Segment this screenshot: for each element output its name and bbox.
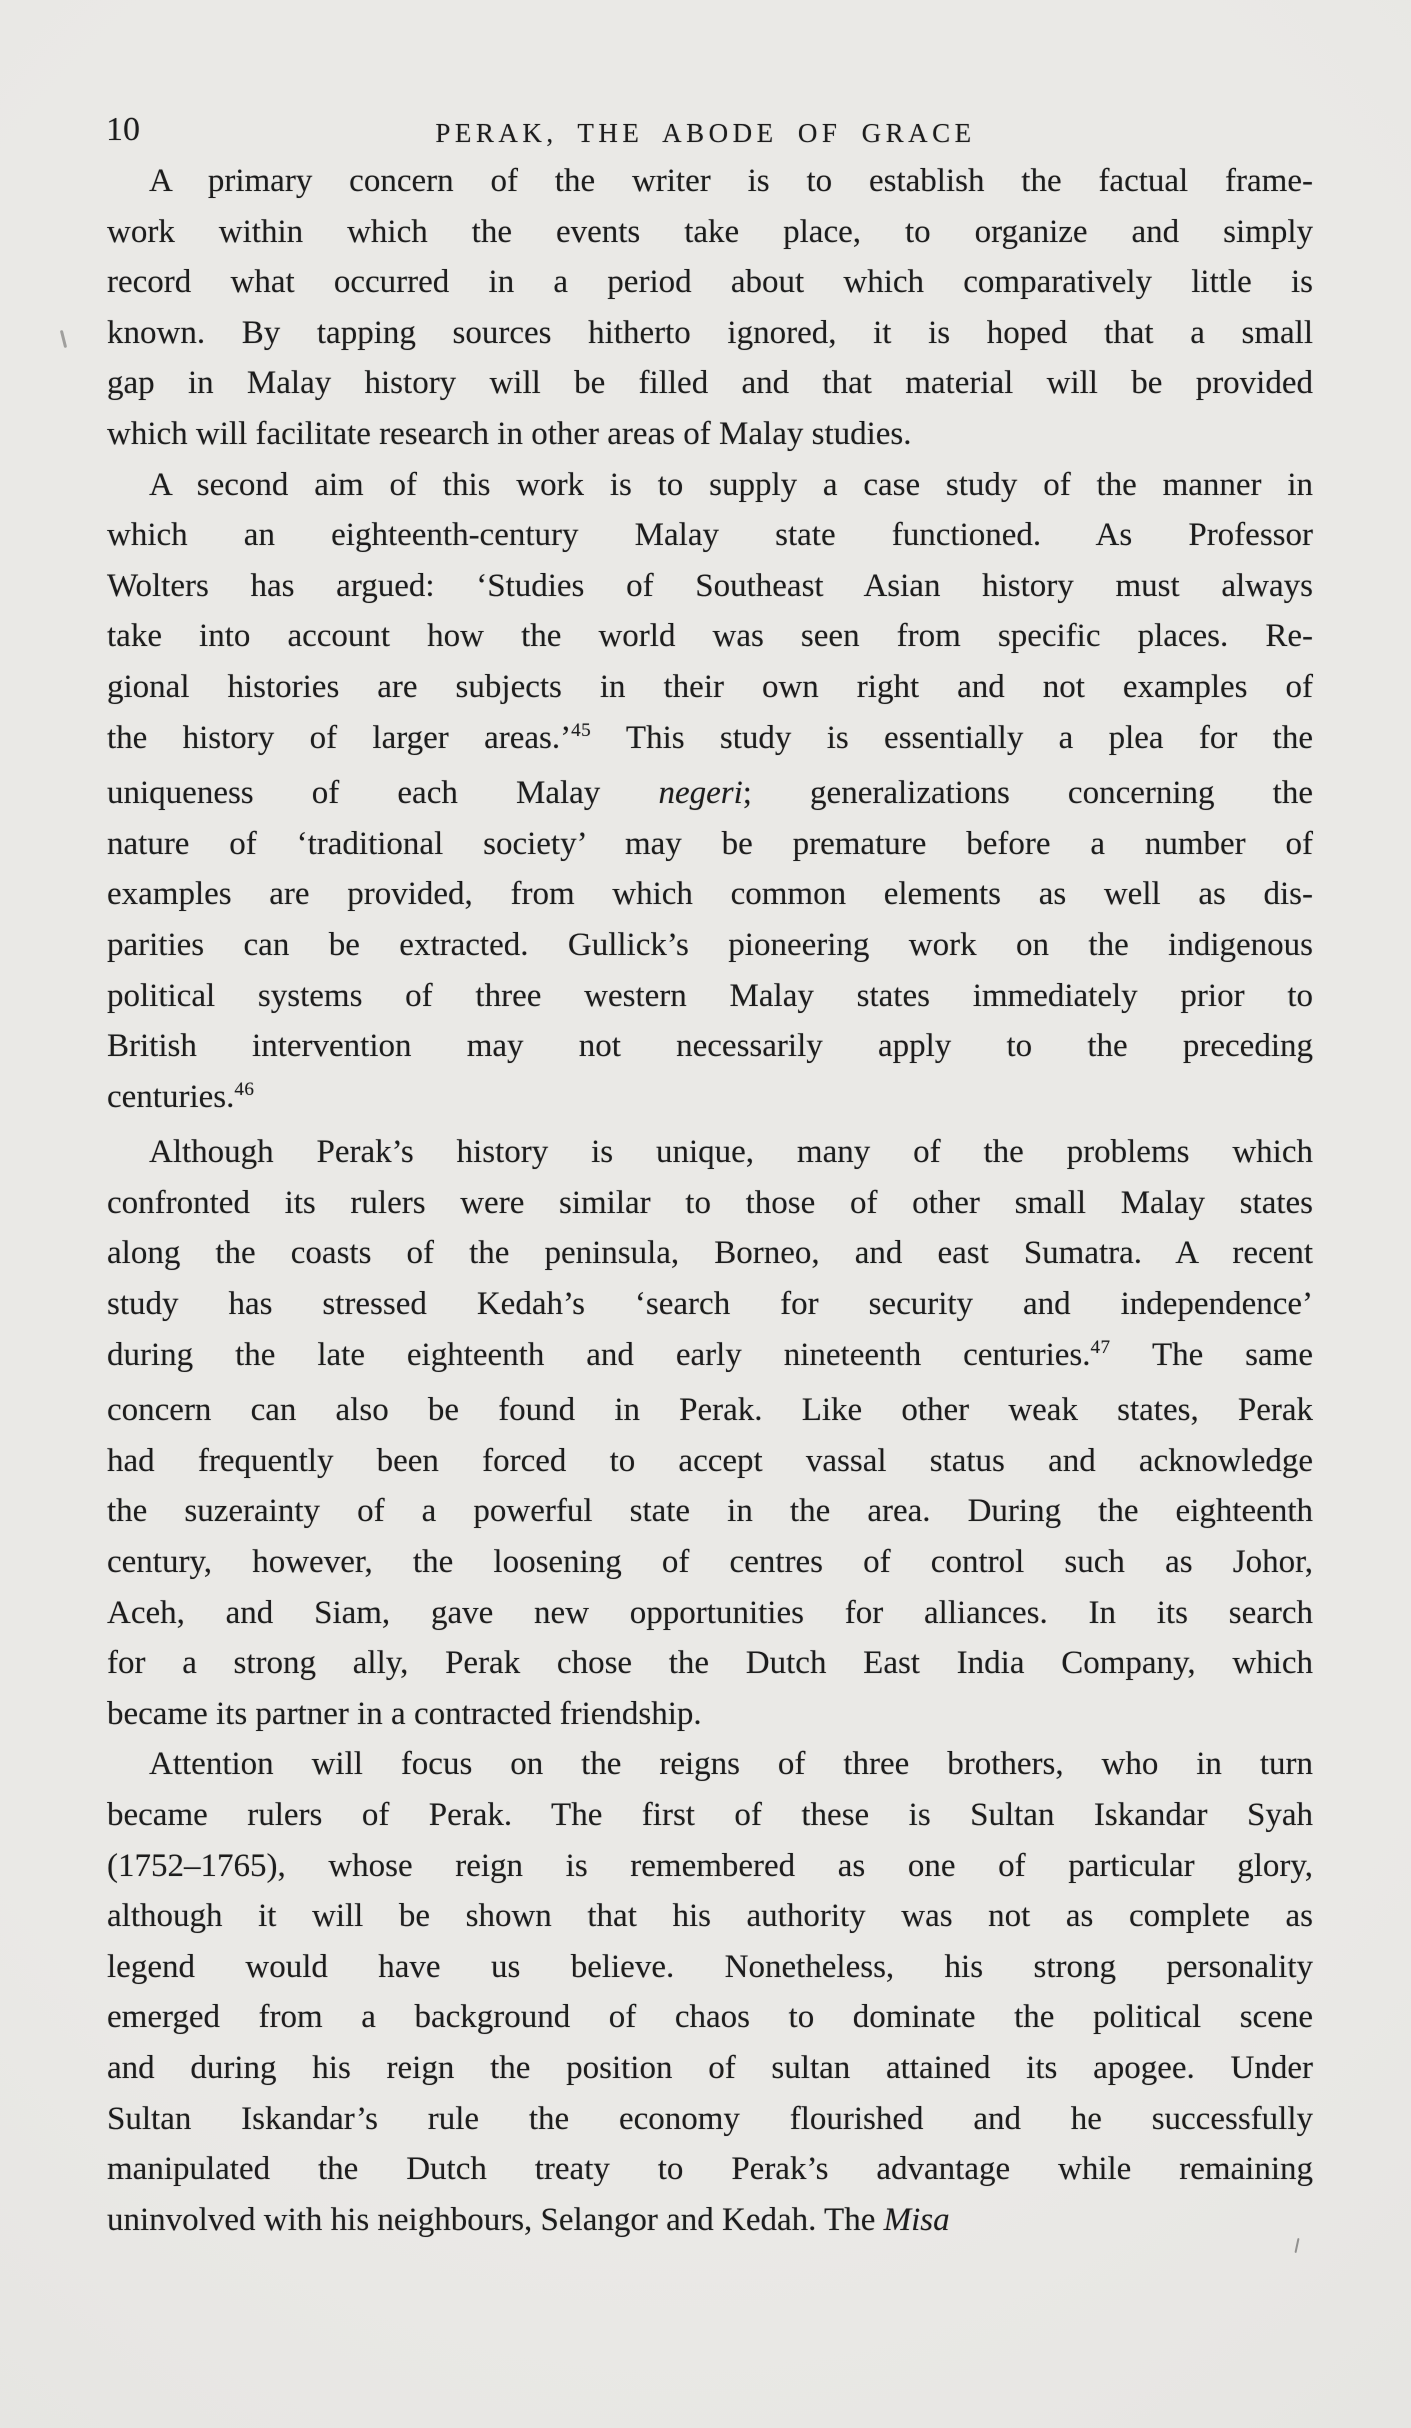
text-line bbox=[107, 869, 1313, 920]
italic-text: Misa bbox=[883, 2201, 950, 2238]
paragraph bbox=[107, 1127, 1313, 1739]
text-run: (1752–1765), whose reign is remembered as one of particular glory, bbox=[107, 1847, 1313, 1884]
text-run: examples are provided, from which common elements as well as dis- bbox=[107, 876, 1313, 913]
footnote-ref: 47 bbox=[1090, 1336, 1111, 1358]
text-line bbox=[107, 2043, 1313, 2094]
text-run: Aceh, and Siam, gave new opportunities for alliances. In its search bbox=[107, 1594, 1313, 1631]
text-line bbox=[107, 1279, 1313, 1330]
text-run: although it will be shown that his authority was not as complete as bbox=[107, 1898, 1313, 1935]
text-run: Sultan Iskandar’s rule the economy flourished and he successfully bbox=[107, 2100, 1313, 2137]
text-run: take into account how the world was seen from specific places. Re- bbox=[107, 618, 1313, 655]
text-run: The same bbox=[1110, 1336, 1313, 1373]
text-run: gap in Malay history will be filled and that material will be provided bbox=[107, 365, 1313, 402]
text-run: Attention will focus on the reigns of three brothers, who in turn bbox=[149, 1746, 1313, 1783]
text-run: known. By tapping sources hitherto ignored, it is hoped that a small bbox=[107, 314, 1313, 351]
text-run: centuries. bbox=[107, 1078, 235, 1115]
text-line bbox=[107, 1072, 1313, 1128]
text-line bbox=[107, 971, 1313, 1022]
text-line bbox=[107, 1021, 1313, 1072]
text-line bbox=[107, 510, 1313, 561]
text-run: the suzerainty of a powerful state in the area. During the eighteenth bbox=[107, 1493, 1313, 1530]
text-line bbox=[107, 1436, 1313, 1487]
text-line bbox=[107, 561, 1313, 612]
text-line bbox=[107, 2195, 1313, 2246]
text-run: became its partner in a contracted friendship. bbox=[107, 1695, 702, 1732]
text-line bbox=[107, 920, 1313, 971]
text-line bbox=[107, 1385, 1313, 1436]
text-run: study has stressed Kedah’s ‘search for security and independence’ bbox=[107, 1286, 1313, 1323]
footnote-ref: 46 bbox=[234, 1078, 255, 1100]
text-line bbox=[107, 2144, 1313, 2195]
footnote-ref: 45 bbox=[571, 719, 592, 741]
text-run: Although Perak’s history is unique, many of the problems which bbox=[149, 1134, 1313, 1171]
text-run: uniqueness of each Malay bbox=[107, 775, 659, 812]
text-run: which will facilitate research in other areas of Malay studies. bbox=[107, 415, 912, 452]
text-run: Wolters has argued: ‘Studies of Southeast Asian history must always bbox=[107, 567, 1313, 604]
text-line bbox=[107, 1486, 1313, 1537]
text-run: confronted its rulers were similar to those of other small Malay states bbox=[107, 1184, 1313, 1221]
text-run: manipulated the Dutch treaty to Perak’s advantage while remaining bbox=[107, 2151, 1313, 2188]
text-line bbox=[107, 1891, 1313, 1942]
text-run: gional histories are subjects in their own right and not examples of bbox=[107, 668, 1313, 705]
paragraph bbox=[107, 1739, 1313, 2245]
paragraph bbox=[107, 156, 1313, 460]
scan-artifact bbox=[60, 330, 67, 348]
text-line bbox=[107, 2094, 1313, 2145]
page-number: 10 bbox=[106, 111, 140, 148]
text-line bbox=[107, 1992, 1313, 2043]
text-run: and during his reign the position of sultan attained its apogee. Under bbox=[107, 2049, 1313, 2086]
text-line bbox=[107, 308, 1313, 359]
text-line bbox=[107, 768, 1313, 819]
text-line bbox=[107, 257, 1313, 308]
text-run: century, however, the loosening of centres of control such as Johor, bbox=[107, 1544, 1313, 1581]
text-line bbox=[107, 662, 1313, 713]
text-line bbox=[107, 358, 1313, 409]
italic-text: negeri bbox=[658, 775, 743, 812]
text-run: during the late eighteenth and early nineteenth centuries. bbox=[107, 1336, 1091, 1373]
text-run: This study is essentially a plea for the bbox=[591, 719, 1313, 756]
text-line bbox=[107, 1228, 1313, 1279]
text-line bbox=[107, 1330, 1313, 1386]
text-run: British intervention may not necessarily apply to the preceding bbox=[107, 1028, 1313, 1065]
text-run: record what occurred in a period about which comparatively little is bbox=[107, 264, 1313, 301]
text-run: along the coasts of the peninsula, Borneo, and east Sumatra. A recent bbox=[107, 1235, 1313, 1272]
text-line bbox=[107, 1841, 1313, 1892]
text-line bbox=[107, 207, 1313, 258]
text-run: nature of ‘traditional society’ may be premature before a number of bbox=[107, 825, 1313, 862]
text-run: political systems of three western Malay states immediately prior to bbox=[107, 977, 1313, 1014]
text-run: ; generalizations concerning the bbox=[742, 775, 1313, 812]
text-run: concern can also be found in Perak. Like other weak states, Perak bbox=[107, 1392, 1313, 1429]
text-run: became rulers of Perak. The first of these is Sultan Iskandar Syah bbox=[107, 1797, 1313, 1833]
text-run: A primary concern of the writer is to establish the factual frame- bbox=[149, 163, 1313, 199]
text-line bbox=[107, 819, 1313, 870]
text-run: had frequently been forced to accept vassal status and acknowledge bbox=[107, 1442, 1313, 1479]
paragraph bbox=[107, 460, 1313, 1128]
text-run: work within which the events take place, to organize and simply bbox=[107, 213, 1313, 250]
text-line bbox=[107, 460, 1313, 511]
text-run: which an eighteenth-century Malay state functioned. As Professor bbox=[107, 517, 1313, 554]
text-line bbox=[107, 1790, 1313, 1841]
text-run: the history of larger areas.’ bbox=[107, 719, 572, 756]
text-line bbox=[107, 1178, 1313, 1229]
body-text bbox=[107, 156, 1313, 2245]
text-line bbox=[107, 1638, 1313, 1689]
text-run: parities can be extracted. Gullick’s pioneering work on the indigenous bbox=[107, 926, 1313, 963]
text-line bbox=[107, 713, 1313, 769]
text-line bbox=[107, 1127, 1313, 1178]
text-run: A second aim of this work is to supply a case study of the manner in bbox=[149, 466, 1313, 503]
text-run: emerged from a background of chaos to dominate the political scene bbox=[107, 1999, 1313, 2036]
text-line bbox=[107, 1537, 1313, 1588]
text-line bbox=[107, 1942, 1313, 1993]
text-line bbox=[107, 611, 1313, 662]
text-line bbox=[107, 409, 1313, 460]
text-line bbox=[107, 1689, 1313, 1740]
text-line bbox=[107, 1588, 1313, 1639]
text-run: for a strong ally, Perak chose the Dutch East India Company, which bbox=[107, 1645, 1313, 1682]
text-line bbox=[107, 1739, 1313, 1790]
text-run: uninvolved with his neighbours, Selangor and Kedah. The bbox=[107, 2201, 884, 2238]
page-header bbox=[0, 0, 1411, 160]
running-title: PERAK, THE ABODE OF GRACE bbox=[435, 118, 976, 148]
text-line bbox=[107, 156, 1313, 207]
text-run: legend would have us believe. Nonetheless, his strong personality bbox=[107, 1948, 1313, 1985]
